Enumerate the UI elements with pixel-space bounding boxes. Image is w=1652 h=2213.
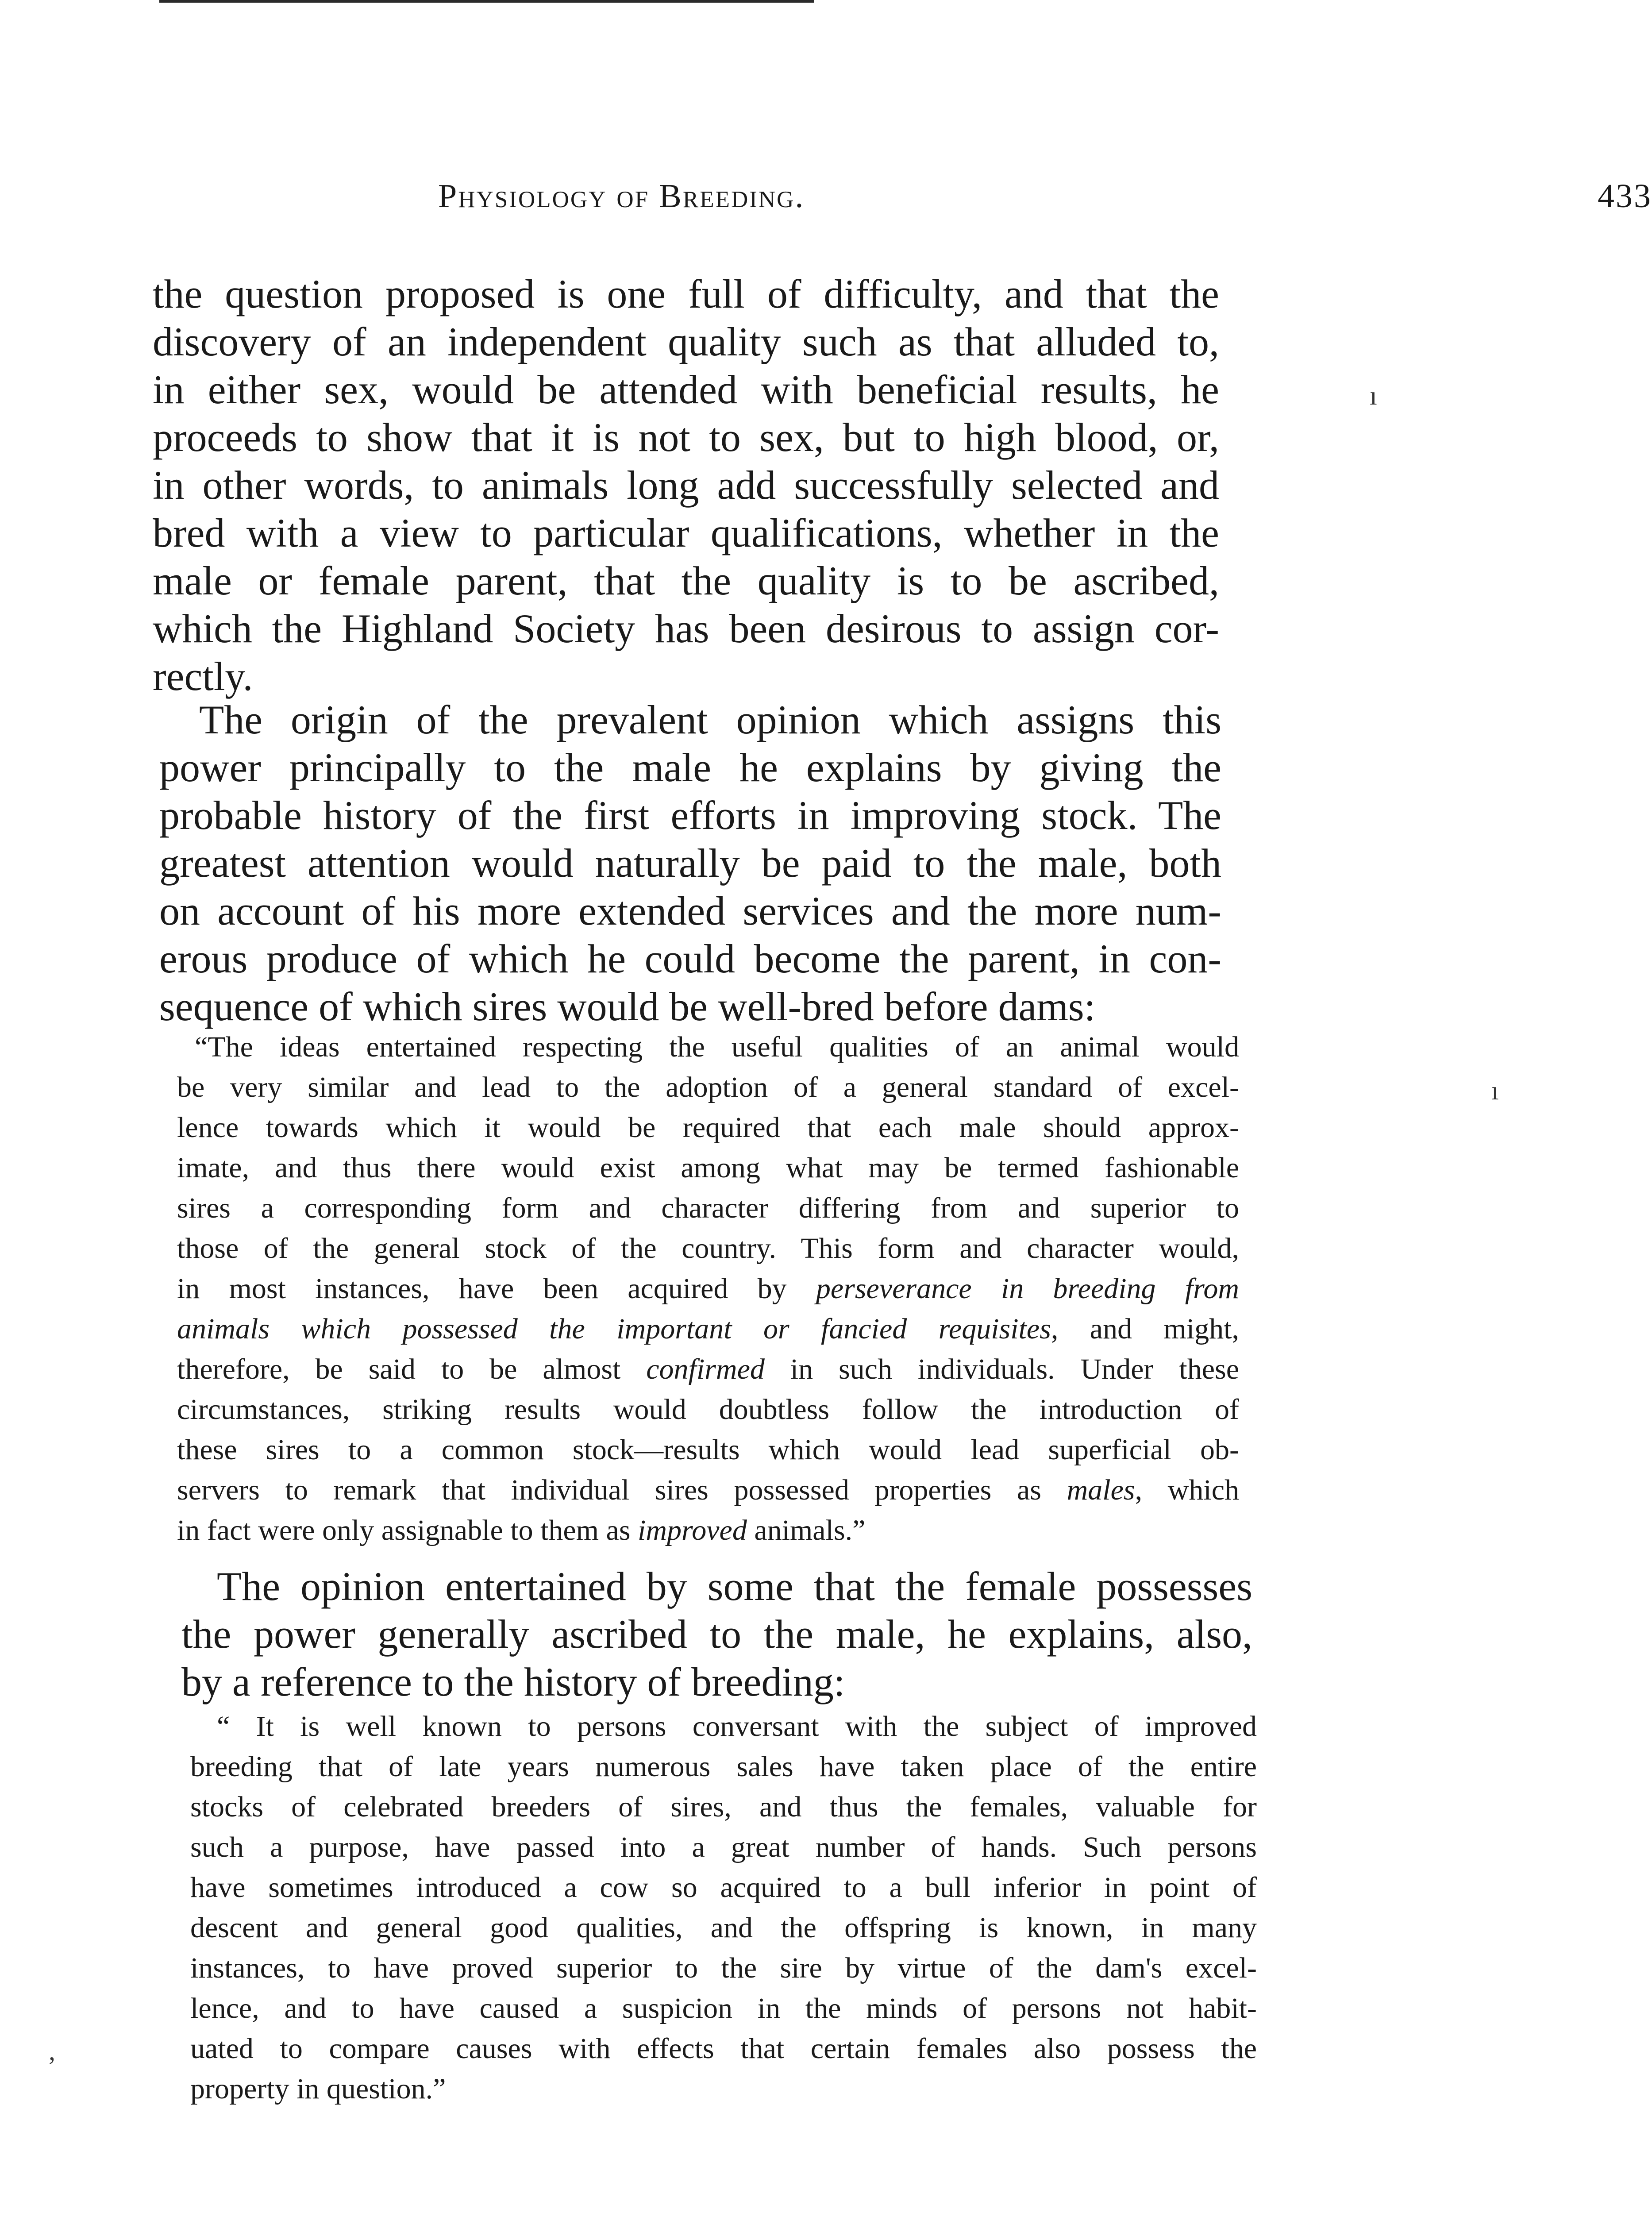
text-line: probable history of the first efforts in improving stock. The <box>159 793 1221 838</box>
header-title: Physiology of Breeding. <box>438 177 805 215</box>
text-line: The opinion entertained by some that the female possesses <box>217 1564 1252 1609</box>
text-line: power principally to the male he explains by giving the <box>159 745 1221 790</box>
margin-speck: ı <box>1370 381 1377 410</box>
margin-speck: , <box>49 2036 55 2066</box>
text-line: by a reference to the history of breeding: <box>181 1659 845 1704</box>
quote-line: lence, and to have caused a suspicion in the minds of persons not habit- <box>190 1992 1257 2024</box>
text-line: discovery of an independent quality such as that alluded to, <box>153 319 1219 364</box>
text-line: in either sex, would be attended with beneficial results, he <box>153 367 1219 412</box>
text-line: proceeds to show that it is not to sex, but to high blood, or, <box>153 415 1219 460</box>
quote-line <box>177 1309 1239 1349</box>
text-line: bred with a view to particular qualifications, whether in the <box>153 510 1219 555</box>
quote-line: stocks of celebrated breeders of sires, and thus the females, valuable for <box>190 1791 1257 1823</box>
quote-line: instances, to have proved superior to the sire by virtue of the dam's excel- <box>190 1952 1257 1984</box>
paragraph-2 <box>159 696 1221 1030</box>
quote-line <box>177 1470 1239 1510</box>
quote-text: servers to remark that individual sires possessed properties as <box>177 1474 1067 1506</box>
quote-line: “ It is well known to persons conversant with the subject of improved <box>217 1710 1257 1743</box>
quote-italic-text: animals which possessed the important or fancied requisites <box>177 1313 1051 1345</box>
quote-text: in most instances, have been acquired by <box>177 1272 816 1305</box>
quote-text: , which <box>1135 1474 1240 1506</box>
margin-speck: ı <box>1491 1076 1499 1105</box>
text-line: the power generally ascribed to the male, he explains, also, <box>181 1612 1252 1657</box>
text-line: erous produce of which he could become the parent, in con- <box>159 936 1221 981</box>
quote-italic-text: improved <box>638 1514 747 1546</box>
quote-line <box>177 1268 1239 1309</box>
quote-line <box>177 1510 1239 1550</box>
quote-line: descent and general good qualities, and the offspring is known, in many <box>190 1912 1257 1944</box>
quote-line: be very similar and lead to the adoption of a general standard of excel- <box>177 1071 1239 1103</box>
quote-line: those of the general stock of the country. This form and character would, <box>177 1232 1239 1265</box>
quote-text: in such individuals. Under these <box>764 1353 1240 1385</box>
text-line: The origin of the prevalent opinion which assigns this <box>199 697 1221 742</box>
text-line: rectly. <box>153 654 253 699</box>
text-line: in other words, to animals long add successfully selected and <box>153 463 1219 508</box>
quote-line: property in question.” <box>190 2073 446 2105</box>
quote-text: animals.” <box>747 1514 866 1546</box>
paragraph-1 <box>153 270 1219 700</box>
quote-text: , and might, <box>1051 1313 1239 1345</box>
quote-line: imate, and thus there would exist among what may be termed fashionable <box>177 1152 1239 1184</box>
block-quote-1 <box>177 1027 1239 1550</box>
text-line: sequence of which sires would be well-bred before dams: <box>159 984 1096 1029</box>
text-line: greatest attention would naturally be paid to the male, both <box>159 840 1221 886</box>
quote-line: sires a corresponding form and character differing from and superior to <box>177 1192 1239 1224</box>
text-line: which the Highland Society has been desirous to assign cor- <box>153 606 1219 651</box>
text-line: on account of his more extended services and the more num- <box>159 888 1221 933</box>
quote-italic-text: confirmed <box>646 1353 765 1385</box>
top-edge-rule <box>159 0 814 3</box>
quote-line: such a purpose, have passed into a great number of hands. Such persons <box>190 1831 1257 1863</box>
quote-line: these sires to a common stock—results which would lead superficial ob- <box>177 1434 1239 1466</box>
quote-italic-text: perseverance in breeding from <box>816 1272 1239 1305</box>
quote-italic-text: males <box>1067 1474 1135 1506</box>
text-line: male or female parent, that the quality is to be ascribed, <box>153 558 1219 603</box>
running-header <box>438 177 1652 216</box>
text-line: the question proposed is one full of difficulty, and that the <box>153 271 1219 316</box>
quote-line: lence towards which it would be required that each male should approx- <box>177 1111 1239 1144</box>
quote-text: therefore, be said to be almost <box>177 1353 647 1385</box>
paragraph-3 <box>181 1562 1252 1706</box>
quote-text: in fact were only assignable to them as <box>177 1514 638 1546</box>
quote-line: breeding that of late years numerous sales have taken place of the entire <box>190 1750 1257 1783</box>
quote-line: have sometimes introduced a cow so acquired to a bull inferior in point of <box>190 1871 1257 1904</box>
quote-line: circumstances, striking results would doubtless follow the introduction of <box>177 1393 1239 1426</box>
quote-line <box>177 1349 1239 1389</box>
quote-line: uated to compare causes with effects that certain females also possess the <box>190 2032 1257 2065</box>
quote-line: “The ideas entertained respecting the useful qualities of an animal would <box>195 1031 1239 1063</box>
page-number: 433 <box>1598 177 1652 215</box>
block-quote-2 <box>190 1706 1257 2109</box>
